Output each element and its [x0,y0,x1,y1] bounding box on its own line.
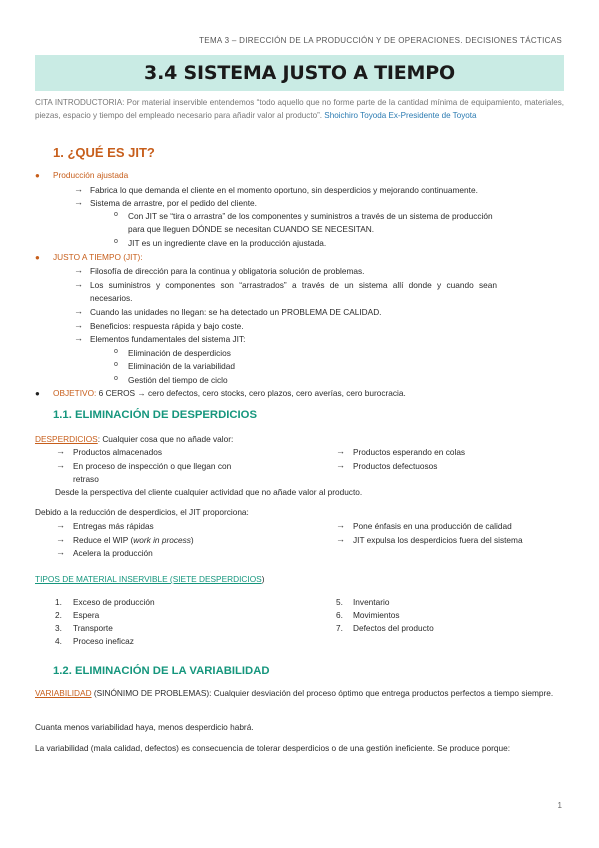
arrow-icon: → [74,279,83,289]
arrow-icon: → [56,520,65,530]
desperdicios-def-text: : Cualquier cosa que no añade valor: [97,434,234,444]
objetivo-label: OBJETIVO: [53,388,97,398]
circle-bullet-icon: o [114,361,118,368]
quote-text: CITA INTRODUCTORIA: Por material inservible entendemos “todo aquello que no forme parte de la cantidad mínima de equipamiento, materiales, piezas, espacio y tiempo del empleado necesario para añadir valor al producto”. [35,98,564,120]
types-heading-text: TIPOS DE MATERIAL INSERVIBLE (SIETE DESPERDICIOS [35,574,262,584]
type-number: 6. [336,610,343,620]
arrow-icon: → [56,460,65,470]
jit-item: Filosofía de dirección para la continua y obligatoria solución de problemas. [90,266,365,276]
waste-item-continued: retraso [73,474,99,484]
circle-bullet-icon: o [114,211,118,218]
jit-label: JUSTO A TIEMPO (JIT): [53,252,143,262]
wip-text: Reduce el WIP ( [73,535,134,545]
circle-bullet-icon: o [114,238,118,245]
jit-item: Los suministros y componentes son “arrastrados” a través de un sistema allí donde y cuando sean [90,280,498,290]
intro-quote [35,96,564,122]
objetivo-line [53,387,406,399]
waste-item: En proceso de inspección o que llegan con [73,461,232,471]
arrow-icon: → [74,333,83,343]
circle-bullet-icon: o [114,375,118,382]
bullet-icon: ● [35,171,40,180]
circle-bullet-icon: o [114,348,118,355]
benefit-item: Entregas más rápidas [73,521,154,531]
jit-subitem: Eliminación de desperdicios [128,348,231,358]
arrow-icon: → [336,534,345,544]
benefit-item: Acelera la producción [73,548,153,558]
arrow-icon: → [56,534,65,544]
jit-subitem: Gestión del tiempo de ciclo [128,375,228,385]
objetivo-text: 6 CEROS → cero defectos, cero stocks, cero plazos, cero averías, cero burocracia. [98,388,406,398]
prod-item: Fabrica lo que demanda el cliente en el momento oportuno, sin desperdicios y mejorando continuamente. [90,185,478,195]
bullet-icon: ● [35,253,40,262]
jit-item: Elementos fundamentales del sistema JIT: [90,334,246,344]
type-item: Espera [73,610,100,620]
waste-item: Productos esperando en colas [353,447,466,457]
type-item: Movimientos [353,610,400,620]
prod-label: Producción ajustada [53,170,129,180]
jit-subitem: Eliminación de la variabilidad [128,361,235,371]
page-number: 1 [557,801,562,810]
jit-item: Beneficios: respuesta rápida y bajo coste. [90,321,244,331]
type-number: 1. [55,597,62,607]
variabilidad-definition [35,687,564,700]
type-number: 7. [336,623,343,633]
page-title: 3.4 SISTEMA JUSTO A TIEMPO [144,62,455,84]
benefit-item-wip [73,534,194,546]
jit-item: Cuando las unidades no llegan: se ha detectado un PROBLEMA DE CALIDAD. [90,307,382,317]
arrow-icon: → [74,306,83,316]
wip-italic: work in process [133,535,191,545]
type-item: Exceso de producción [73,597,155,607]
desperdicios-definition [35,433,233,445]
benefit-item: Pone énfasis en una producción de calidad [353,521,512,531]
arrow-icon: → [74,265,83,275]
prod-subitem: Con JIT se “tira o arrastra” de los componentes y suministros a través de un sistema de producción [128,211,493,221]
customer-perspective: Desde la perspectiva del cliente cualquier actividad que no añade valor al producto. [55,487,363,497]
types-heading-close: ) [261,574,265,584]
waste-item: Productos defectuosos [353,461,438,471]
running-header: TEMA 3 – DIRECCIÓN DE LA PRODUCCIÓN Y DE OPERACIONES. DECISIONES TÁCTICAS [199,36,562,45]
jit-item-continued: necesarios. [90,293,133,303]
benefit-item: JIT expulsa los desperdicios fuera del sistema [353,535,523,545]
type-number: 3. [55,623,62,633]
section-heading-variabilidad: 1.2. ELIMINACIÓN DE LA VARIABILIDAD [53,665,270,677]
types-heading [35,573,264,585]
section-heading-jit: 1. ¿QUÉ ES JIT? [53,145,155,160]
variability-consequence: La variabilidad (mala calidad, defectos) es consecuencia de tolerar desperdicios o de una gestión ineficiente. Se produce porque: [35,743,511,753]
reduction-intro: Debido a la reducción de desperdicios, el JIT proporciona: [35,507,249,517]
variabilidad-label: VARIABILIDAD [35,688,92,698]
title-banner [35,55,564,91]
prod-subitem-continued: para que lleguen DÓNDE se necesitan CUANDO SE NECESITAN. [128,224,375,234]
arrow-icon: → [336,446,345,456]
type-item: Defectos del producto [353,623,434,633]
quote-author: Shoichiro Toyoda Ex-Presidente de Toyota [324,111,477,120]
type-item: Proceso ineficaz [73,636,134,646]
type-number: 5. [336,597,343,607]
type-item: Transporte [73,623,113,633]
type-number: 2. [55,610,62,620]
arrow-icon: → [56,547,65,557]
prod-item: Sistema de arrastre, por el pedido del cliente. [90,198,257,208]
arrow-icon: → [56,446,65,456]
desperdicios-label: DESPERDICIOS [35,434,98,444]
wip-close: ) [190,535,194,545]
variabilidad-text: (SINÓNIMO DE PROBLEMAS): Cualquier desviación del proceso óptimo que entrega productos perfectos a tiempo siempre. [91,688,554,698]
arrow-icon: → [336,520,345,530]
bullet-icon: ● [35,389,40,398]
section-heading-desperdicios: 1.1. ELIMINACIÓN DE DESPERDICIOS [53,409,258,421]
arrow-icon: → [74,197,83,207]
arrow-icon: → [74,184,83,194]
arrow-icon: → [74,320,83,330]
type-number: 4. [55,636,62,646]
prod-subitem: JIT es un ingrediente clave en la producción ajustada. [128,238,327,248]
waste-item: Productos almacenados [73,447,163,457]
arrow-icon: → [336,460,345,470]
type-item: Inventario [353,597,390,607]
less-variability: Cuanta menos variabilidad haya, menos desperdicio habrá. [35,722,254,732]
